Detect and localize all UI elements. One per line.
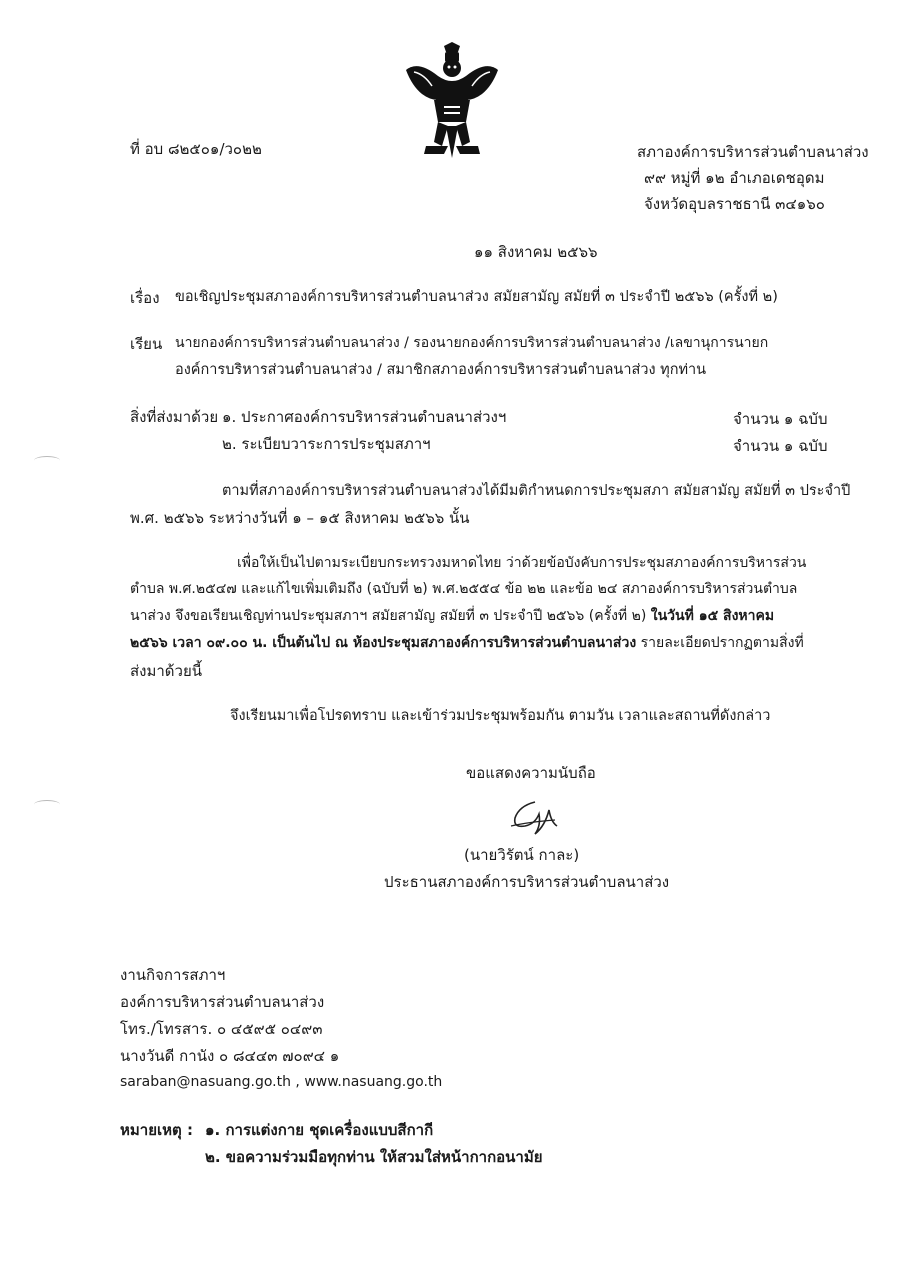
enclosures-label: สิ่งที่ส่งมาด้วย [130,408,219,426]
contact-organization: องค์การบริหารส่วนตำบลนาส่วง [120,993,325,1011]
body-paragraph-2-line-4 [130,635,804,652]
signer-title: ประธานสภาองค์การบริหารส่วนตำบลนาส่วง [384,873,670,891]
notes-label: หมายเหตุ : [120,1121,193,1139]
org-province: จังหวัดอุบลราชธานี ๓๔๑๖๐ [644,195,825,213]
body-paragraph-1-line-2: พ.ศ. ๒๕๖๖ ระหว่างวันที่ ๑ – ๑๕ สิงหาคม ๒๕๖๖ นั้น [130,509,470,527]
closing-regards: ขอแสดงความนับถือ [466,764,596,782]
body-text: นาส่วง จึงขอเรียนเชิญท่านประชุมสภาฯ สมัยสามัญ สมัยที่ ๓ ประจำปี ๒๕๖๖ (ครั้งที่ ๒) [130,608,651,624]
body-paragraph-2-line-5: ส่งมาด้วยนี้ [130,662,202,680]
enclosure-qty: จำนวน ๑ ฉบับ [733,437,828,455]
enclosure-qty: จำนวน ๑ ฉบับ [733,410,828,428]
signature [505,796,561,840]
document-date: ๑๑ สิงหาคม ๒๕๖๖ [474,243,598,261]
body-paragraph-1-line-1: ตามที่สภาองค์การบริหารส่วนตำบลนาส่วงได้มีมติกำหนดการประชุมสภา สมัยสามัญ สมัยที่ ๓ ประจำปี [222,483,851,499]
contact-email-website: saraban@nasuang.go.th , www.nasuang.go.th [120,1074,443,1090]
garuda-emblem [404,42,500,160]
body-paragraph-2-line-1: เพื่อให้เป็นไปตามระเบียบกระทรวงมหาดไทย ว่าด้วยข้อบังคับการประชุมสภาองค์การบริหารส่วน [237,555,807,571]
scan-mark [34,456,60,465]
org-address: ๙๙ หมู่ที่ ๑๒ อำเภอเดชอุดม [644,169,825,187]
enclosure-item: ๑. ประกาศองค์การบริหารส่วนตำบลนาส่วงฯ [222,408,507,426]
body-text: รายละเอียดปรากฏตามสิ่งที่ [636,635,804,651]
body-paragraph-3: จึงเรียนมาเพื่อโปรดทราบ และเข้าร่วมประชุมพร้อมกัน ตามวัน เวลาและสถานที่ดังกล่าว [230,708,771,724]
subject-text: ขอเชิญประชุมสภาองค์การบริหารส่วนตำบลนาส่วง สมัยสามัญ สมัยที่ ๓ ประจำปี ๒๕๖๖ (ครั้งที่ ๒) [175,289,778,305]
org-name: สภาองค์การบริหารส่วนตำบลนาส่วง [637,143,869,161]
body-paragraph-2-line-2: ตำบล พ.ศ.๒๕๔๗ และแก้ไขเพิ่มเติมถึง (ฉบับที่ ๒) พ.ศ.๒๕๕๔ ข้อ ๒๒ และข้อ ๒๔ สภาองค์การบริหารส่วนตำบล [130,581,798,597]
meeting-time-place: ๒๕๖๖ เวลา ๐๙.๐๐ น. เป็นต้นไป ณ ห้องประชุมสภาองค์การบริหารส่วนตำบลนาส่วง [130,635,637,651]
note-item-2: ๒. ขอความร่วมมือทุกท่าน ให้สวมใส่หน้ากากอนามัย [205,1148,543,1166]
subject-label: เรื่อง [130,289,160,307]
enclosure-item: ๒. ระเบียบวาระการประชุมสภาฯ [222,435,431,453]
meeting-date: ในวันที่ ๑๕ สิงหาคม [650,608,775,624]
scan-mark [34,800,60,809]
recipient-label: เรียน [130,335,163,353]
body-paragraph-2-line-3 [130,608,774,625]
contact-department: งานกิจการสภาฯ [120,966,226,984]
document-number: ที่ อบ ๘๒๕๐๑/ว๐๒๒ [130,140,262,158]
contact-person: นางวันดี กานัง ๐ ๘๔๔๓ ๗๐๙๔ ๑ [120,1047,340,1065]
signer-name: (นายวิรัตน์ กาละ) [464,846,580,864]
recipient-line-2: องค์การบริหารส่วนตำบลนาส่วง / สมาชิกสภาองค์การบริหารส่วนตำบลนาส่วง ทุกท่าน [175,362,707,378]
note-item-1: ๑. การแต่งกาย ชุดเครื่องแบบสีกากี [205,1121,434,1139]
contact-phone: โทร./โทรสาร. ๐ ๔๕๙๕ ๐๔๙๓ [120,1020,323,1038]
recipient-line-1: นายกองค์การบริหารส่วนตำบลนาส่วง / รองนายกองค์การบริหารส่วนตำบลนาส่วง /เลขานุการนายก [175,335,769,351]
